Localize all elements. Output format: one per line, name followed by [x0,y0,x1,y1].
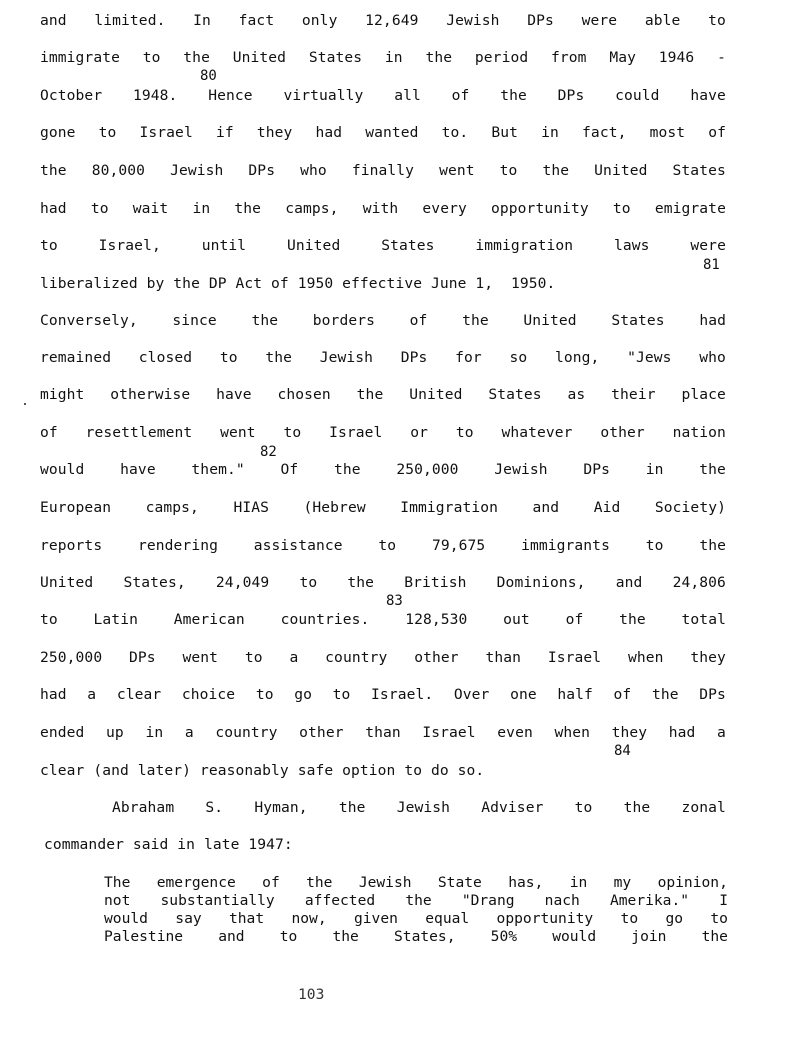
block-quote [104,874,728,946]
word: of [262,874,280,891]
word: have [216,386,252,403]
word: opportunity [491,200,589,217]
word: in [569,874,588,891]
word: rendering [138,537,218,554]
word: chosen [277,386,331,403]
word: in [541,124,559,141]
word: otherwise [110,386,191,403]
word: the [251,312,279,329]
word: Jewish [494,461,548,478]
word: May [609,49,636,66]
word: Jewish [319,349,374,366]
word: the [338,799,366,816]
word: fact [238,12,275,29]
word: place [681,386,726,403]
word: went [439,162,475,179]
text-line [40,537,726,555]
word: not [104,892,131,909]
word: period [474,49,529,66]
word: would [104,910,148,927]
word: United [287,237,341,254]
word: or [410,424,428,441]
quote-line [104,892,728,910]
word: 12,649 [365,12,419,29]
word: laws [614,237,650,254]
word: Hence [208,87,253,104]
word: of [708,124,726,141]
text-line: commander said in late 1947: [44,836,293,853]
word: they [611,724,648,741]
word: to [283,424,302,441]
word: to [255,686,274,703]
word: the [619,611,646,628]
word: immigration [475,237,574,254]
word: British [404,574,467,591]
word: the [265,349,292,366]
word: had [315,124,343,141]
word: in [384,49,403,66]
word: even [497,724,533,741]
word: States, [123,574,186,591]
word: went [182,649,219,666]
word: DPs [557,87,585,104]
word: "Drang [461,892,515,909]
footnote-ref-81: 81 [703,257,720,273]
word: States [611,312,665,329]
word: the [462,312,489,329]
word: the [405,892,432,909]
text-line [40,312,726,330]
word: for [455,349,482,366]
word: the [332,928,359,945]
word: a [184,724,194,741]
word: Latin [93,611,138,628]
word: 79,675 [431,537,486,554]
word: October [40,87,103,104]
word: borders [312,312,375,329]
word: DPs [583,461,611,478]
word: of [565,611,584,628]
word: nach [544,892,580,909]
word: Israel [139,124,193,141]
word: had [40,200,67,217]
word: have [120,461,156,478]
word: the [425,49,453,66]
word: and [615,574,643,591]
word: substantially [160,892,275,909]
word: the [40,162,67,179]
word: other [600,424,645,441]
word: and [218,928,245,945]
text-line [40,200,726,218]
word: wanted [365,124,419,141]
word: in [645,461,664,478]
word: than [365,724,401,741]
word: up [106,724,124,741]
word: most [649,124,686,141]
word: to [574,799,593,816]
word: States [381,237,435,254]
word: if [215,124,234,141]
word: since [172,312,217,329]
word: 128,530 [405,611,468,628]
word: United [40,574,94,591]
word: every [422,200,467,217]
word: DPs [527,12,554,29]
word: camps, [285,200,339,217]
word: - [717,49,726,66]
word: wait [132,200,169,217]
text-line [40,386,726,404]
word: and [532,499,560,516]
quote-line [104,928,728,946]
word: clear [116,686,162,703]
word: had [40,686,67,703]
word: only [301,12,338,29]
word: to [244,649,263,666]
word: camps, [145,499,199,516]
word: and [40,12,67,29]
word: has, [508,874,544,891]
word: other [299,724,344,741]
word: to [299,574,318,591]
word: finally [351,162,415,179]
word: Immigration [400,499,498,516]
word: long, [554,349,600,366]
word: affected [304,892,376,909]
word: out [503,611,530,628]
word: one [510,686,537,703]
word: had [668,724,696,741]
word: say [175,910,202,927]
word: would [40,461,85,478]
word: Conversely, [40,312,138,329]
word: from [551,49,587,66]
word: DPs [129,649,156,666]
word: have [690,87,726,104]
text-line [40,237,726,255]
word: country [215,724,278,741]
word: to [98,124,117,141]
word: of [613,686,632,703]
word: the [500,87,527,104]
word: the [701,928,728,945]
word: to [710,910,728,927]
word: to [378,537,397,554]
word: HIAS [233,499,269,516]
word: United [594,162,648,179]
scan-speck [24,403,26,405]
word: DPs [699,686,726,703]
text-line [40,162,726,180]
word: might [40,386,85,403]
word: emigrate [654,200,726,217]
word: the [333,461,361,478]
word: total [681,611,726,628]
word: to [455,424,474,441]
word: to [40,611,58,628]
text-line [40,686,726,704]
word: that [228,910,265,927]
text-line [40,461,726,479]
word: opportunity [496,910,594,927]
word: the [234,200,262,217]
word: United [409,386,463,403]
word: choice [181,686,236,703]
footnote-ref-80: 80 [200,68,217,84]
word: than [485,649,521,666]
word: my [613,874,632,891]
text-line: liberalized by the DP Act of 1950 effective June 1, 1950. [40,275,556,292]
word: go [294,686,313,703]
word: immigrate [40,49,120,66]
word: DPs [400,349,428,366]
word: immigrants [521,537,610,554]
text-line [40,611,726,629]
word: nation [672,424,726,441]
word: Palestine [104,928,184,945]
word: would [552,928,597,945]
word: so [509,349,528,366]
word: a [289,649,299,666]
word: resettlement [85,424,193,441]
word: assistance [253,537,343,554]
word: States, [394,928,456,945]
word: were [581,12,618,29]
word: Israel. [371,686,434,703]
word: 24,806 [672,574,726,591]
word: 24,049 [215,574,270,591]
word: given [353,910,398,927]
word: to [645,537,664,554]
text-line [40,574,726,592]
word: virtually [283,87,364,104]
word: closed [138,349,193,366]
text-line [40,349,726,367]
word: who [300,162,327,179]
word: American [173,611,245,628]
word: Jewish [446,12,500,29]
word: Israel [547,649,602,666]
word: Abraham [112,799,175,816]
word: could [615,87,660,104]
word: 50% [490,928,518,945]
text-line [112,799,726,817]
word: Israel [422,724,476,741]
word: the [699,461,726,478]
word: (Hebrew [303,499,366,516]
word: remained [40,349,112,366]
word: to. [441,124,469,141]
word: country [325,649,388,666]
word: Israel [329,424,383,441]
word: join [631,928,667,945]
word: were [690,237,726,254]
word: they [690,649,726,666]
word: the [699,537,726,554]
word: States [672,162,726,179]
text-line [40,12,726,30]
word: the [183,49,210,66]
word: Adviser [481,799,544,816]
word: to [40,237,58,254]
word: Jewish [396,799,451,816]
word: to [142,49,161,66]
word: 250,000 [396,461,459,478]
word: United [232,49,287,66]
word: they [256,124,293,141]
word: to [620,910,639,927]
word: Jewish [170,162,224,179]
word: Dominions, [496,574,586,591]
word: Aid [593,499,621,516]
word: their [611,386,656,403]
word: Society) [654,499,726,516]
word: as [567,386,586,403]
word: Of [280,461,299,478]
word: emergence [156,874,236,891]
word: to [612,200,631,217]
word: until [201,237,247,254]
word: S. [205,799,224,816]
word: to [219,349,238,366]
word: whatever [501,424,573,441]
word: States [488,386,542,403]
word: to [499,162,518,179]
text-line [40,724,726,742]
word: States [308,49,363,66]
word: ended [40,724,85,741]
text-line [40,124,726,142]
word: But [491,124,519,141]
word: 250,000 [40,649,103,666]
word: the [623,799,651,816]
word: "Jews [627,349,672,366]
word: who [699,349,726,366]
word: to [332,686,351,703]
word: when [627,649,664,666]
text-line [40,649,726,667]
word: them." [191,461,245,478]
word: Israel, [98,237,161,254]
word: of [40,424,58,441]
text-line: clear (and later) reasonably safe option to do so. [40,762,485,779]
text-line [40,49,726,67]
word: Jewish [358,874,412,891]
word: opinion, [657,874,728,891]
word: The [104,874,131,891]
word: the [651,686,679,703]
word: when [554,724,590,741]
word: United [523,312,577,329]
word: in [192,200,211,217]
quote-line [104,910,728,928]
word: Amerika." [609,892,690,909]
word: the [542,162,570,179]
word: the [347,574,375,591]
text-line [40,499,726,517]
word: countries. [280,611,370,628]
word: in [145,724,164,741]
word: equal [425,910,470,927]
word: went [220,424,256,441]
word: with [362,200,399,217]
word: of [451,87,470,104]
word: State [437,874,482,891]
word: to [90,200,109,217]
footnote-ref-84: 84 [614,743,631,759]
word: now, [291,910,327,927]
word: reports [40,537,103,554]
word: In [193,12,211,29]
text-line [40,424,726,442]
word: had [699,312,726,329]
word: of [409,312,428,329]
word: DPs [248,162,276,179]
word: go [665,910,684,927]
footnote-ref-83: 83 [386,593,403,609]
word: 1946 [658,49,695,66]
word: a [87,686,97,703]
word: half [557,686,593,703]
quote-line [104,874,728,892]
word: to [708,12,726,29]
word: other [414,649,459,666]
word: Over [453,686,490,703]
word: 80,000 [91,162,146,179]
word: to [279,928,298,945]
page-number: 103 [298,986,325,1003]
word: fact, [582,124,627,141]
footnote-ref-82: 82 [260,444,277,460]
word: a [717,724,726,741]
word: zonal [681,799,726,816]
word: the [306,874,333,891]
word: gone [40,124,76,141]
word: the [356,386,384,403]
word: limited. [94,12,166,29]
word: all [394,87,421,104]
word: able [644,12,681,29]
word: Hyman, [254,799,308,816]
word: 1948. [133,87,178,104]
text-line [40,87,726,105]
word: European [40,499,112,516]
word: I [719,892,728,909]
